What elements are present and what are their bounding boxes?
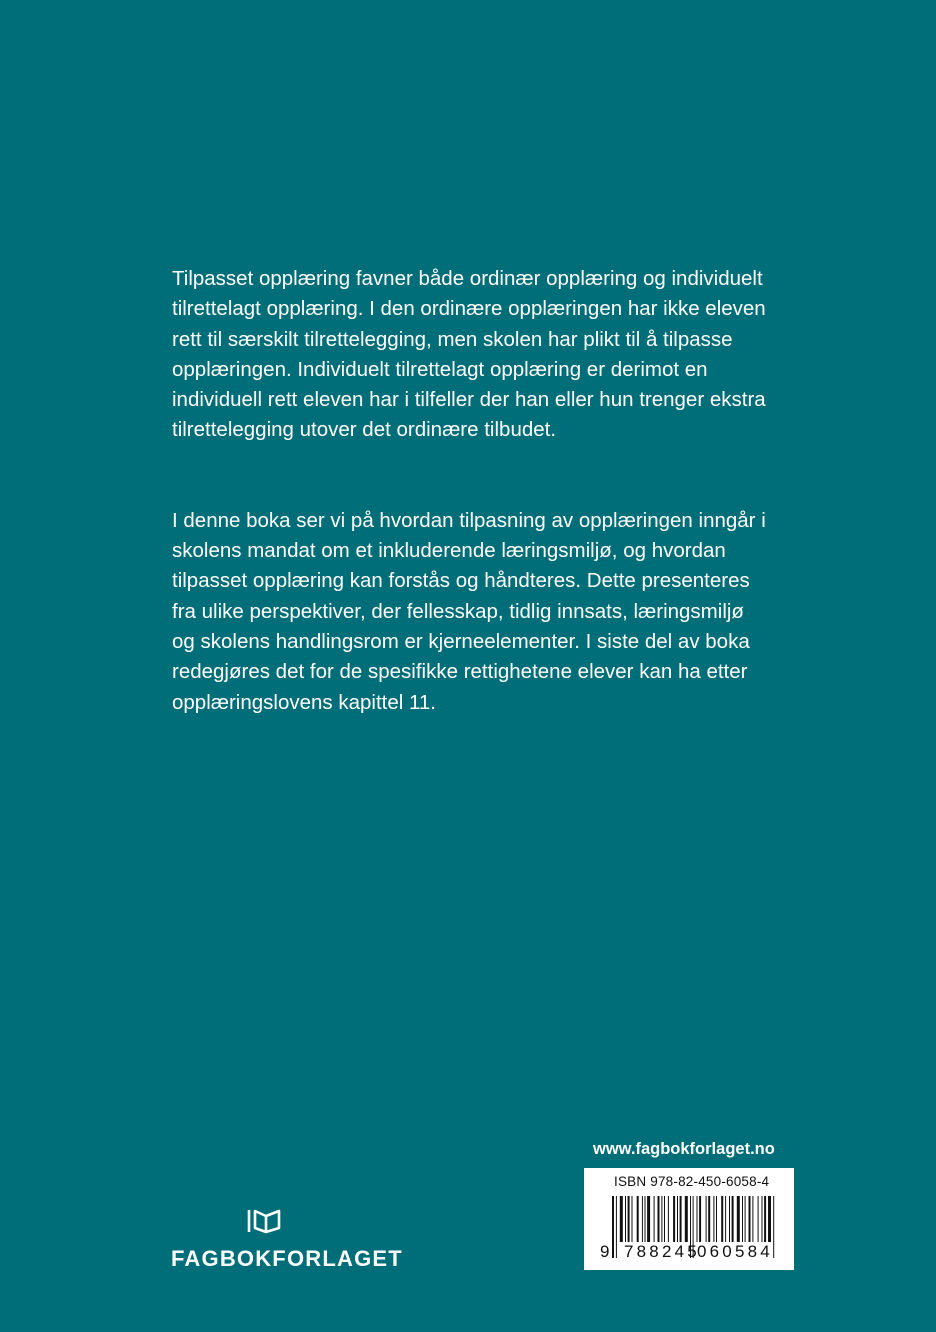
- barcode-bar: [729, 1196, 730, 1242]
- barcode-bar: [673, 1196, 675, 1242]
- publisher-url: www.fagbokforlaget.no: [593, 1140, 775, 1158]
- barcode-bar: [632, 1196, 633, 1242]
- barcode-bar: [732, 1196, 734, 1242]
- barcode-bar: [699, 1196, 701, 1242]
- barcode-bar: [658, 1196, 660, 1242]
- open-book-icon: [246, 1206, 286, 1236]
- barcode-bar: [664, 1196, 665, 1242]
- barcode-bar: [725, 1196, 726, 1242]
- barcode-bar: [758, 1196, 759, 1242]
- isbn-label: ISBN 978-82-450-6058-4: [614, 1174, 770, 1189]
- barcode-bar: [637, 1196, 639, 1242]
- barcode-bar: [742, 1196, 743, 1242]
- barcode-bar: [612, 1196, 614, 1258]
- barcode-bar: [716, 1196, 717, 1242]
- barcode-bar: [721, 1196, 723, 1242]
- barcode-bar: [706, 1196, 707, 1242]
- barcode-bar: [616, 1196, 617, 1258]
- barcode-bar: [737, 1196, 740, 1242]
- barcode-bar: [697, 1196, 698, 1242]
- barcode-bar: [685, 1196, 688, 1242]
- barcode-bar: [642, 1196, 643, 1242]
- barcode-bar: [752, 1196, 753, 1242]
- barcode-bar: [620, 1196, 623, 1242]
- barcode-bar: [745, 1196, 746, 1242]
- blurb-paragraph-1: Tilpasset opplæring favner både ordinær opplæring og individuelt tilrettelagt opplæring. I den ordinære opplæringen har ikke eleven rett til særskilt tilrettelegging, men skolen har plikt til å tilpasse opplæringen. Individuelt tilrettelagt opplæring er derimot en individuell rett eleven har i tilfeller der han eller hun trenger ekstra tilrettelegging utover det ordinære tilbudet.: [172, 267, 766, 442]
- barcode-bar: [654, 1196, 655, 1242]
- barcode-bar: [628, 1196, 630, 1242]
- barcode-bar: [762, 1196, 763, 1242]
- barcode-bar: [708, 1196, 710, 1242]
- barcode-bar: [749, 1196, 751, 1242]
- barcode-bar: [661, 1196, 662, 1242]
- barcode-digit-first: 9: [600, 1242, 610, 1261]
- barcode-bar: [680, 1196, 682, 1242]
- barcode-digits-left: 788245: [624, 1242, 700, 1261]
- barcode-bar: [645, 1196, 646, 1242]
- back-cover-blurb: [172, 264, 772, 718]
- barcode-bar: [773, 1196, 774, 1258]
- barcode-bar: [625, 1196, 626, 1242]
- barcode-digits-right: 060584: [697, 1242, 773, 1261]
- barcode-bar: [713, 1196, 714, 1242]
- blurb-paragraph-2: I denne boka ser vi på hvordan tilpasning av opplæringen inngår i skolens mandat om et inkluderende læringsmiljø, og hvordan tilpasset opplæring kan forstås og håndteres. Dette presenteres fra ulike perspektiver, der fellesskap, tidlig innsats, læringsmiljø og skolens handlingsrom er kjerneelementer. I siste del av boka redegjøres det for de spesifikke rettighetene elever kan ha etter opplæringslovens kapittel 11.: [172, 508, 766, 714]
- publisher-name: FAGBOKFORLAGET: [171, 1246, 403, 1271]
- barcode-bar: [647, 1196, 650, 1242]
- barcode-bar: [668, 1196, 669, 1242]
- isbn-barcode: [584, 1168, 794, 1270]
- barcode-bar: [768, 1196, 771, 1242]
- barcode-bar: [677, 1196, 678, 1242]
- barcode-bar: [764, 1196, 766, 1242]
